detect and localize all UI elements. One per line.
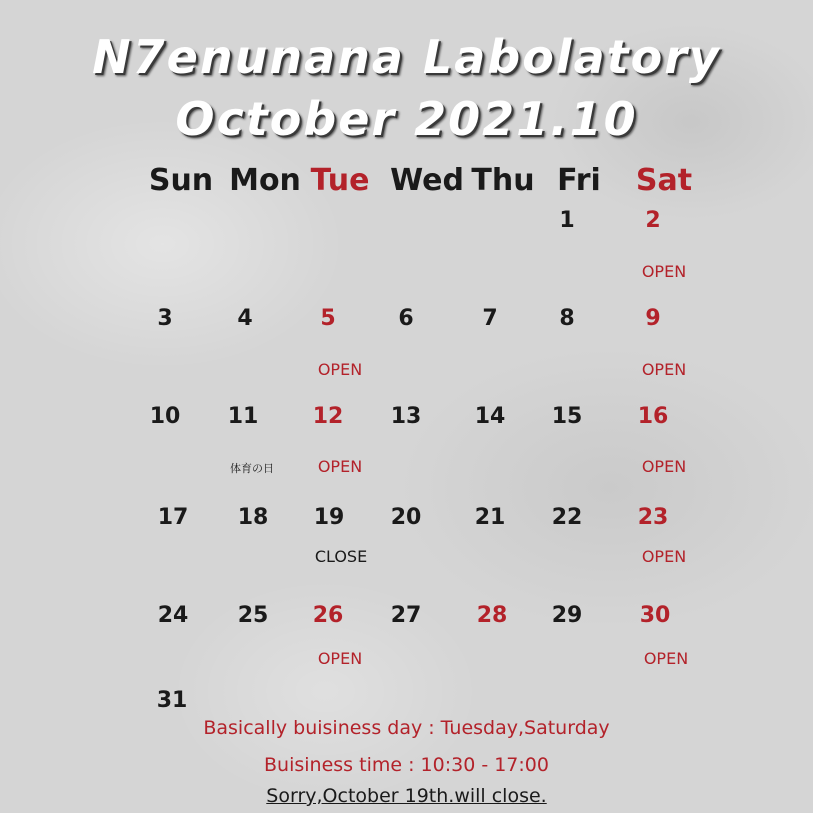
business-hours-note: Buisiness time : 10:30 - 17:00: [264, 754, 549, 776]
day-25: 25: [237, 603, 269, 628]
day-13: 13: [390, 404, 422, 429]
day-15: 15: [551, 404, 583, 429]
day-28: 28: [476, 603, 508, 628]
weekday-header-sat: Sat: [635, 163, 693, 198]
day-30-status: OPEN: [643, 649, 689, 668]
day-26: 26: [312, 603, 344, 628]
day-5-status: OPEN: [317, 360, 363, 379]
day-1: 1: [559, 208, 575, 233]
day-18: 18: [237, 505, 269, 530]
day-11: 11: [227, 404, 259, 429]
day-2-status: OPEN: [641, 262, 687, 281]
closure-notice: Sorry,October 19th.will close.: [266, 785, 547, 807]
day-16: 16: [637, 404, 669, 429]
weekday-header-sun: Sun: [148, 163, 214, 198]
day-26-status: OPEN: [317, 649, 363, 668]
day-10: 10: [149, 404, 181, 429]
day-3: 3: [157, 306, 173, 331]
day-19: 19: [313, 505, 345, 530]
weekday-header-wed: Wed: [390, 163, 464, 198]
day-24: 24: [157, 603, 189, 628]
day-12-status: OPEN: [317, 457, 363, 476]
day-6: 6: [398, 306, 414, 331]
day-2: 2: [645, 208, 661, 233]
day-27: 27: [390, 603, 422, 628]
day-21: 21: [474, 505, 506, 530]
weekday-header-thu: Thu: [471, 163, 535, 198]
day-31: 31: [156, 688, 188, 713]
shop-title: N7enunana Labolatory: [92, 30, 721, 84]
weekday-header-tue: Tue: [310, 163, 370, 198]
weekday-header-mon: Mon: [229, 163, 301, 198]
business-days-note: Basically buisiness day : Tuesday,Saturday: [203, 717, 610, 739]
day-4: 4: [237, 306, 253, 331]
day-9-status: OPEN: [641, 360, 687, 379]
day-23: 23: [637, 505, 669, 530]
day-19-status: CLOSE: [314, 547, 368, 566]
day-16-status: OPEN: [641, 457, 687, 476]
day-7: 7: [482, 306, 498, 331]
day-29: 29: [551, 603, 583, 628]
day-14: 14: [474, 404, 506, 429]
day-9: 9: [645, 306, 661, 331]
day-17: 17: [157, 505, 189, 530]
day-22: 22: [551, 505, 583, 530]
weekday-header-fri: Fri: [557, 163, 601, 198]
day-12: 12: [312, 404, 344, 429]
day-5: 5: [320, 306, 336, 331]
month-title: October 2021.10: [175, 92, 638, 146]
day-23-status: OPEN: [641, 547, 687, 566]
day-30: 30: [639, 603, 671, 628]
day-11-holiday-note: 体育の日: [230, 462, 274, 475]
day-20: 20: [390, 505, 422, 530]
day-8: 8: [559, 306, 575, 331]
